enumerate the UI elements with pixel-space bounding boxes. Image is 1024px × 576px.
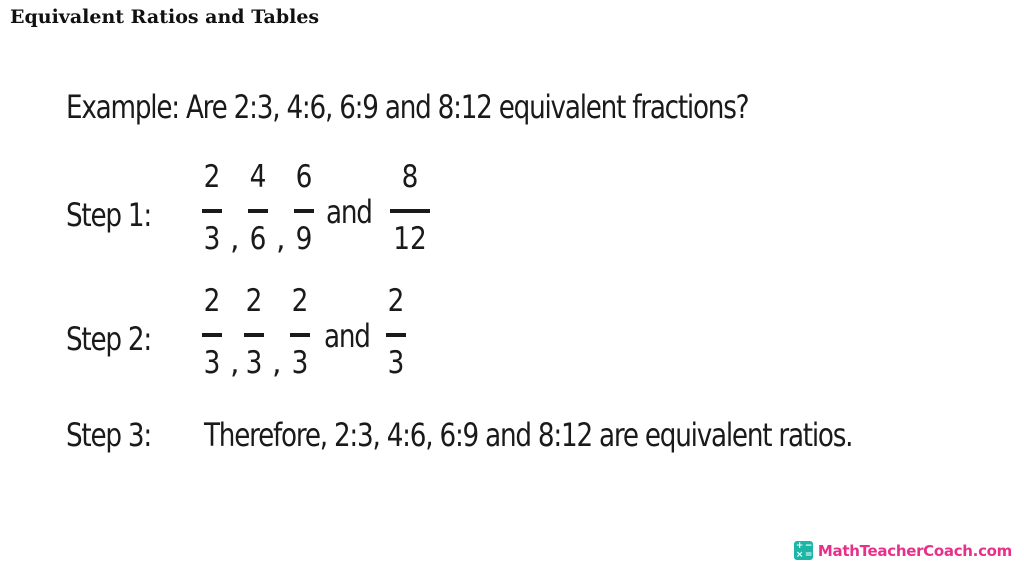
step-2-fraction-1 — [190, 284, 234, 394]
site-logo — [794, 541, 1012, 560]
step-2-fraction-2 — [232, 284, 276, 394]
and-word: and — [324, 317, 370, 355]
denominator: 3 — [245, 345, 263, 381]
fraction-bar — [244, 333, 264, 337]
step-1-fraction-3 — [282, 160, 326, 270]
numerator: 2 — [291, 283, 309, 319]
fraction-bar — [294, 209, 314, 213]
comma: , — [230, 222, 240, 257]
numerator: 2 — [203, 283, 221, 319]
and-word: and — [326, 193, 372, 231]
fraction-bar — [202, 209, 222, 213]
numerator: 8 — [401, 159, 419, 195]
denominator: 3 — [203, 221, 221, 257]
step-1-fraction-1 — [190, 160, 234, 270]
step-1-label: Step 1: — [66, 196, 152, 234]
step-2-fraction-3 — [278, 284, 322, 394]
denominator: 9 — [295, 221, 313, 257]
example-question: Example: Are 2:3, 4:6, 6:9 and 8:12 equivalent fractions? — [66, 88, 749, 126]
numerator: 2 — [203, 159, 221, 195]
step-3-label: Step 3: — [66, 416, 152, 454]
calculator-icon: + − × = — [795, 541, 813, 560]
numerator: 2 — [387, 283, 405, 319]
denominator: 3 — [387, 345, 405, 381]
comma: , — [276, 222, 286, 257]
step-2-fraction-4 — [374, 284, 418, 394]
fraction-bar — [390, 209, 430, 213]
comma: , — [230, 346, 240, 381]
fraction-bar — [248, 209, 268, 213]
numerator: 6 — [295, 159, 313, 195]
denominator: 12 — [393, 221, 427, 257]
fraction-bar — [386, 333, 406, 337]
logo-text: MathTeacherCoach.com — [817, 541, 1012, 560]
denominator: 3 — [291, 345, 309, 381]
numerator: 2 — [245, 283, 263, 319]
step-1-fraction-2 — [236, 160, 280, 270]
fraction-bar — [290, 333, 310, 337]
step-1-fraction-4 — [388, 160, 432, 270]
fraction-bar — [202, 333, 222, 337]
comma: , — [272, 346, 282, 381]
numerator: 4 — [249, 159, 267, 195]
step-2-label: Step 2: — [66, 320, 152, 358]
denominator: 6 — [249, 221, 267, 257]
page-title: Equivalent Ratios and Tables — [10, 6, 320, 28]
denominator: 3 — [203, 345, 221, 381]
step-3-conclusion: Therefore, 2:3, 4:6, 6:9 and 8:12 are equivalent ratios. — [204, 416, 853, 454]
